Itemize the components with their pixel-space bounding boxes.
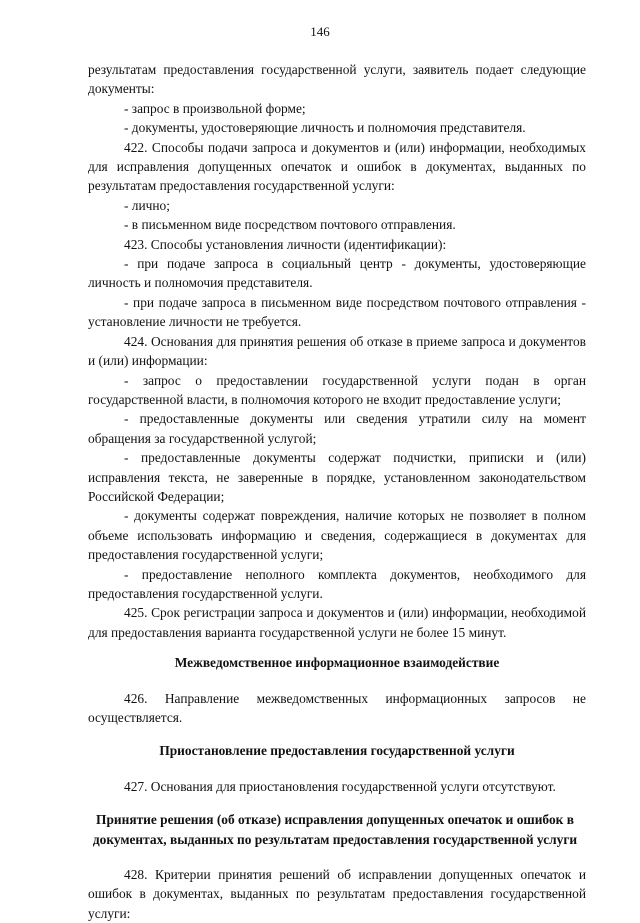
section-heading-interagency: Межведомственное информационное взаимодействие: [174, 655, 500, 671]
clause-425: 425. Срок регистрации запроса и документов и (или) информации, необходимой для предоставления варианта государственной услуги не более 15 минут.: [88, 605, 586, 640]
clause-426: 426. Направление межведомственных информационных запросов не осуществляется.: [88, 690, 586, 725]
clause-422: 422. Способы подачи запроса и документов и (или) информации, необходимых для исправления допущенных опечаток и ошибок в документах, выданных по результатам предоставления государственной услуги:: [88, 139, 586, 194]
clause-423: 423. Способы установления личности (идентификации):: [124, 236, 447, 252]
list-item-identity-documents: - документы, удостоверяющие личность и полномочия представителя.: [124, 120, 526, 136]
list-item-written-mail: - при подаче запроса в письменном виде посредством почтового отправления - установление личности не требуется.: [88, 294, 586, 330]
list-item-incomplete-set: - предоставление неполного комплекта документов, необходимого для предоставления государственной услуги.: [88, 566, 586, 601]
list-item-damaged-documents: - документы содержат повреждения, наличие которых не позволяет в полном объеме использовать информацию и сведения, содержащиеся в документах для предоставления государственной услуги;: [88, 508, 586, 563]
clause-424: 424. Основания для принятия решения об отказе в приеме запроса и документов и (или) информации:: [88, 333, 586, 369]
section-heading-correction-decision: Принятие решения (об отказе) исправления допущенных опечаток и ошибок в документах, выданных по результатам предоставления государственной услуги: [92, 812, 578, 847]
clause-428: 428. Критерии принятия решений об исправлении допущенных опечаток и ошибок в документах, выданных по результатам предоставления государственной услуги:: [88, 867, 586, 921]
list-item-expired-documents: - предоставленные документы или сведения утратили силу на момент обращения за государственной услугой;: [88, 411, 586, 446]
section-heading-suspension: Приостановление предоставления государственной услуги: [159, 743, 515, 759]
list-item-by-mail: - в письменном виде посредством почтового отправления.: [124, 217, 456, 233]
page-number: 146: [310, 24, 330, 39]
list-item-wrong-authority: - запрос о предоставлении государственной услуги подан в орган государственной власти, в полномочия которого не входит предоставление услуги;: [88, 372, 586, 407]
document-body: [88, 60, 586, 923]
paragraph-continuation-end: документы:: [88, 81, 155, 97]
list-item-social-center: - при подаче запроса в социальный центр - документы, удостоверяющие личность и полномочия представителя.: [88, 256, 586, 291]
clause-427: 427. Основания для приостановления государственной услуги отсутствуют.: [124, 778, 556, 794]
paragraph-continuation-line: результатам предоставления государственной услуги, заявитель подает следующие: [88, 62, 586, 77]
list-item-in-person: - лично;: [124, 197, 170, 213]
list-item-request-form: - запрос в произвольной форме;: [124, 100, 306, 116]
list-item-corrections: - предоставленные документы содержат подчистки, приписки и (или) исправления текста, не заверенные в порядке, установленном законодательством Российской Федерации;: [88, 450, 586, 504]
